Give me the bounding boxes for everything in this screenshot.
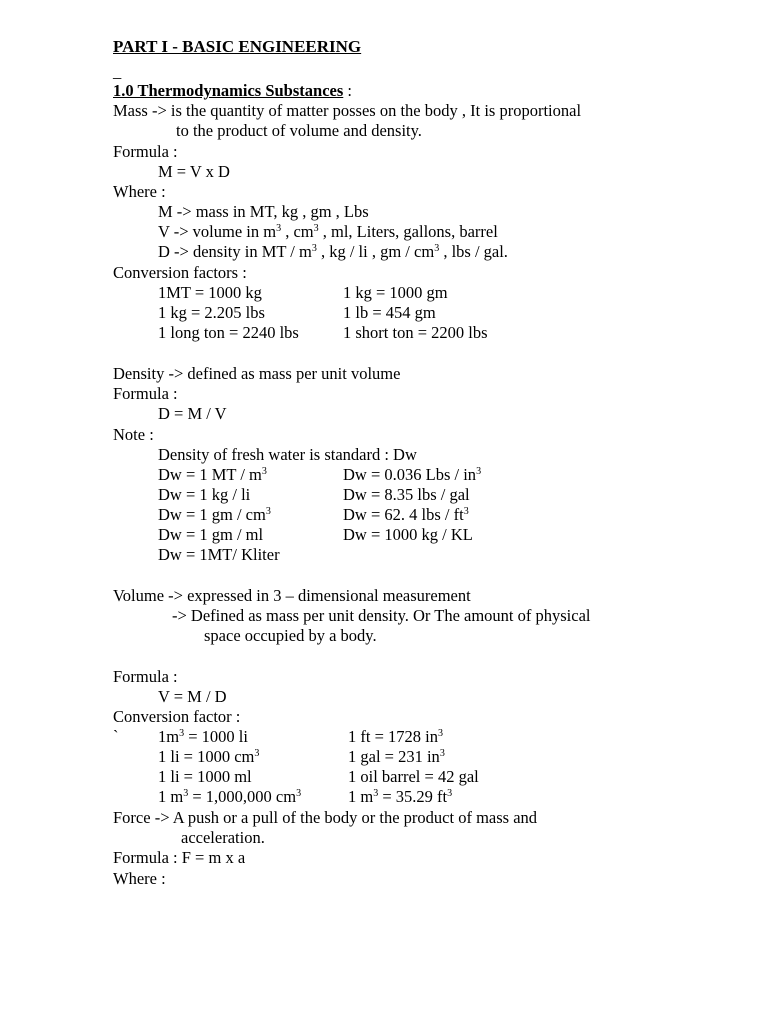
volume-definition-3: space occupied by a body. [204, 626, 377, 645]
text-part: D -> density in MT / m [158, 242, 312, 261]
volume-cell [158, 787, 301, 807]
superscript: 3 [447, 788, 453, 799]
density-cell: Dw = 1MT/ Kliter [158, 545, 280, 564]
superscript: 3 [313, 223, 319, 234]
text-part: , ml, Liters, gallons, barrel [318, 222, 498, 241]
superscript: 3 [179, 728, 185, 739]
density-note: Density of fresh water is standard : Dw [158, 445, 417, 464]
volume-cell: 1 oil barrel = 42 gal [348, 767, 479, 786]
section-heading: 1.0 Thermodynamics Substances [113, 81, 344, 100]
mass-formula: M = V x D [158, 162, 230, 181]
force-definition-cont: acceleration. [181, 828, 265, 847]
text-part: Dw = 0.036 Lbs / in [343, 465, 477, 484]
mass-definition: Mass -> is the quantity of matter posses on the body , It is proportional [113, 101, 582, 120]
superscript: 3 [183, 788, 189, 799]
text-part: , cm [281, 222, 314, 241]
text-part: 1 m [158, 787, 184, 806]
volume-cell [348, 747, 445, 767]
density-cell: Dw = 1 kg / li [158, 485, 251, 504]
superscript: 3 [463, 506, 469, 517]
conversion-cell: 1 kg = 1000 gm [343, 283, 448, 302]
superscript: 3 [437, 728, 443, 739]
text-part: 1 m [348, 787, 374, 806]
superscript: 3 [265, 506, 271, 517]
volume-definition: Volume -> expressed in 3 – dimensional measurement [113, 586, 471, 605]
force-where-label: Where : [113, 869, 166, 888]
volume-cell [158, 747, 259, 767]
density-formula-label: Formula : [113, 384, 178, 403]
density-cell [343, 505, 469, 525]
volume-cell [348, 727, 443, 747]
mass-where-d [158, 242, 508, 262]
conversion-cell: 1 short ton = 2200 lbs [343, 323, 488, 342]
force-definition: Force -> A push or a pull of the body or the product of mass and [113, 808, 538, 827]
superscript: 3 [476, 466, 482, 477]
superscript: 3 [373, 788, 379, 799]
mass-where-label: Where : [113, 182, 166, 201]
density-cell: Dw = 1 gm / ml [158, 525, 264, 544]
text-part: 1 li = 1000 cm [158, 747, 255, 766]
text-part: = 1000 li [184, 727, 248, 746]
force-formula: Formula : F = m x a [113, 848, 246, 867]
density-note-label: Note : [113, 425, 154, 444]
volume-conversion-label: Conversion factor : [113, 707, 241, 726]
superscript: 3 [439, 748, 445, 759]
density-cell [158, 465, 267, 485]
section-heading-line [113, 81, 352, 101]
conversion-cell: 1MT = 1000 kg [158, 283, 262, 302]
backtick-mark: ` [113, 727, 119, 746]
text-part: 1 gal = 231 in [348, 747, 440, 766]
conversion-cell: 1 lb = 454 gm [343, 303, 436, 322]
superscript: 3 [276, 223, 282, 234]
volume-formula-label: Formula : [113, 667, 178, 686]
text-part: Dw = 1 gm / cm [158, 505, 266, 524]
text-part: = 35.29 ft [378, 787, 448, 806]
superscript: 3 [434, 243, 440, 254]
superscript: 3 [254, 748, 260, 759]
volume-cell [158, 727, 248, 747]
text-part: Dw = 62. 4 lbs / ft [343, 505, 464, 524]
text-part: , lbs / gal. [439, 242, 508, 261]
text-part: 1 ft = 1728 in [348, 727, 438, 746]
volume-cell: 1 li = 1000 ml [158, 767, 252, 786]
text-part: V -> volume in m [158, 222, 277, 241]
page-title: PART I - BASIC ENGINEERING [113, 37, 362, 56]
dash-mark: _ [113, 62, 122, 81]
mass-where-v [158, 222, 498, 242]
text-part: = 1,000,000 cm [188, 787, 297, 806]
superscript: 3 [261, 466, 267, 477]
section-heading-suffix: : [343, 81, 352, 100]
volume-definition-2: -> Defined as mass per unit density. Or The amount of physical [172, 606, 591, 625]
mass-where-m: M -> mass in MT, kg , gm , Lbs [158, 202, 369, 221]
density-cell: Dw = 8.35 lbs / gal [343, 485, 470, 504]
mass-definition-cont: to the product of volume and density. [176, 121, 422, 140]
conversion-cell: 1 long ton = 2240 lbs [158, 323, 299, 342]
superscript: 3 [296, 788, 302, 799]
mass-conversion-label: Conversion factors : [113, 263, 247, 282]
superscript: 3 [311, 243, 317, 254]
density-cell: Dw = 1000 kg / KL [343, 525, 473, 544]
text-part: , kg / li , gm / cm [316, 242, 435, 261]
conversion-cell: 1 kg = 2.205 lbs [158, 303, 265, 322]
mass-formula-label: Formula : [113, 142, 178, 161]
density-cell [343, 465, 481, 485]
density-definition: Density -> defined as mass per unit volume [113, 364, 401, 383]
density-cell [158, 505, 271, 525]
volume-cell [348, 787, 452, 807]
volume-formula: V = M / D [158, 687, 227, 706]
text-part: 1m [158, 727, 180, 746]
text-part: Dw = 1 MT / m [158, 465, 262, 484]
density-formula: D = M / V [158, 404, 227, 423]
